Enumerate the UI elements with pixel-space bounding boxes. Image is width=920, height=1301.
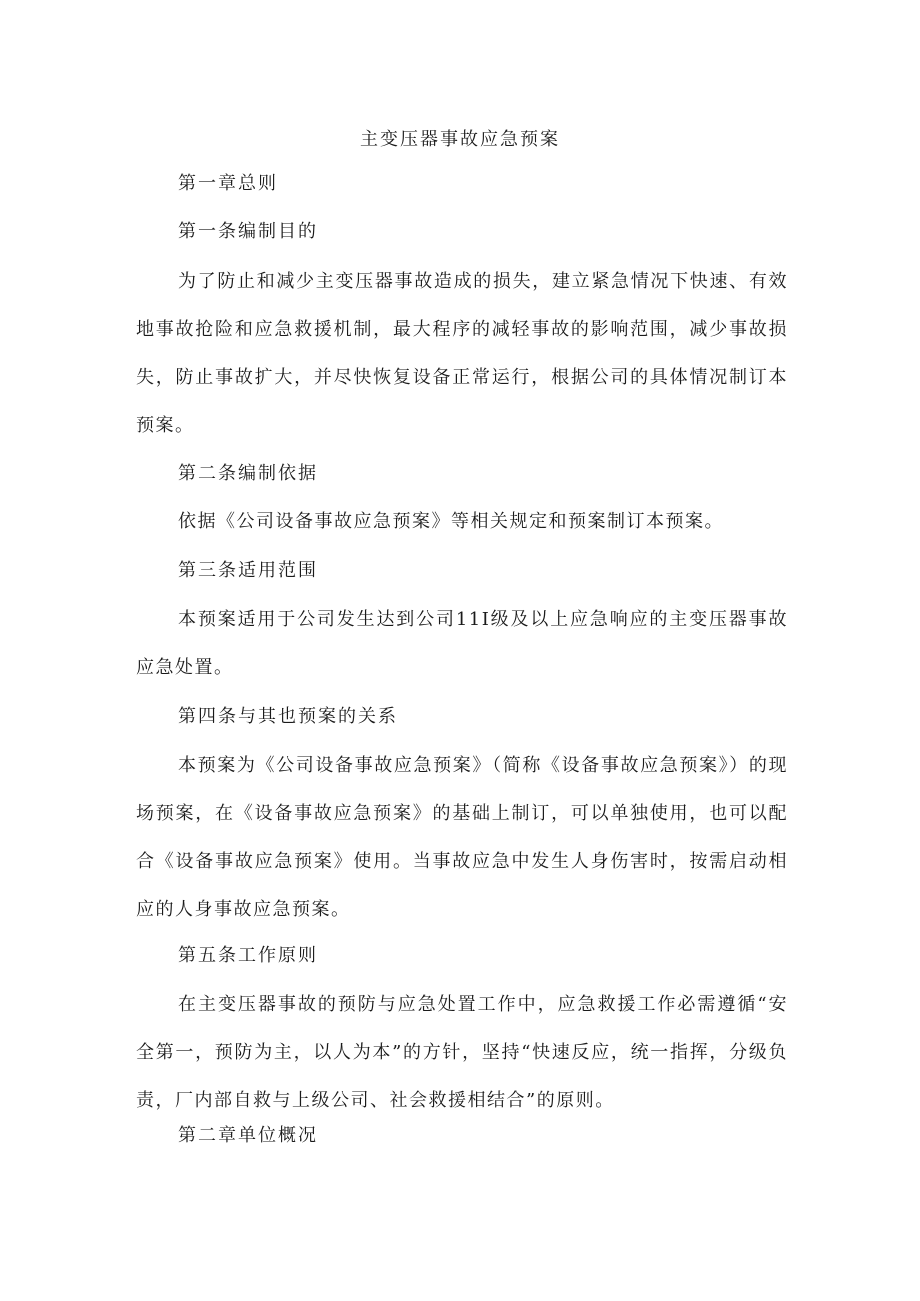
article-1-body: 为了防止和减少主变压器事故造成的损失，建立紧急情况下快速、有效地事故抢险和应急救援机制，最大程序的减轻事故的影响范围，减少事故损失，防止事故扩大，并尽快恢复设备正常运行，根据公司的具体情况制订本预案。 <box>136 271 788 436</box>
chapter-2-heading: 第二章单位概况 <box>178 1125 318 1146</box>
article-2-body: 依据《公司设备事故应急预案》等相关规定和预案制订本预案。 <box>178 511 724 532</box>
article-4-body: 本预案为《公司设备事故应急预案》（简称《设备事故应急预案》）的现场预案，在《设备事故应急预案》的基础上制订，可以单独使用，也可以配合《设备事故应急预案》使用。当事故应急中发生人身伤害时，按需启动相应的人身事故应急预案。 <box>136 755 788 920</box>
chapter-1-heading: 第一章总则 <box>178 173 278 194</box>
article-5-body: 在主变压器事故的预防与应急处置工作中，应急救援工作必需遵循“安全第一，预防为主，以人为本”的方针，坚持“快速反应，统一指挥，分级负责，厂内部自救与上级公司、社会救援相结合”的原则。 <box>136 994 788 1111</box>
article-2-heading: 第二条编制依据 <box>178 463 318 484</box>
article-5-heading: 第五条工作原则 <box>178 945 318 966</box>
article-3-body: 本预案适用于公司发生达到公司11I级及以上应急响应的主变压器事故应急处置。 <box>136 609 788 678</box>
article-1-heading: 第一条编制目的 <box>178 221 318 242</box>
article-4-heading: 第四条与其也预案的关系 <box>178 706 398 727</box>
document-title: 主变压器事故应急预案 <box>360 129 560 150</box>
article-3-heading: 第三条适用范围 <box>178 560 318 581</box>
